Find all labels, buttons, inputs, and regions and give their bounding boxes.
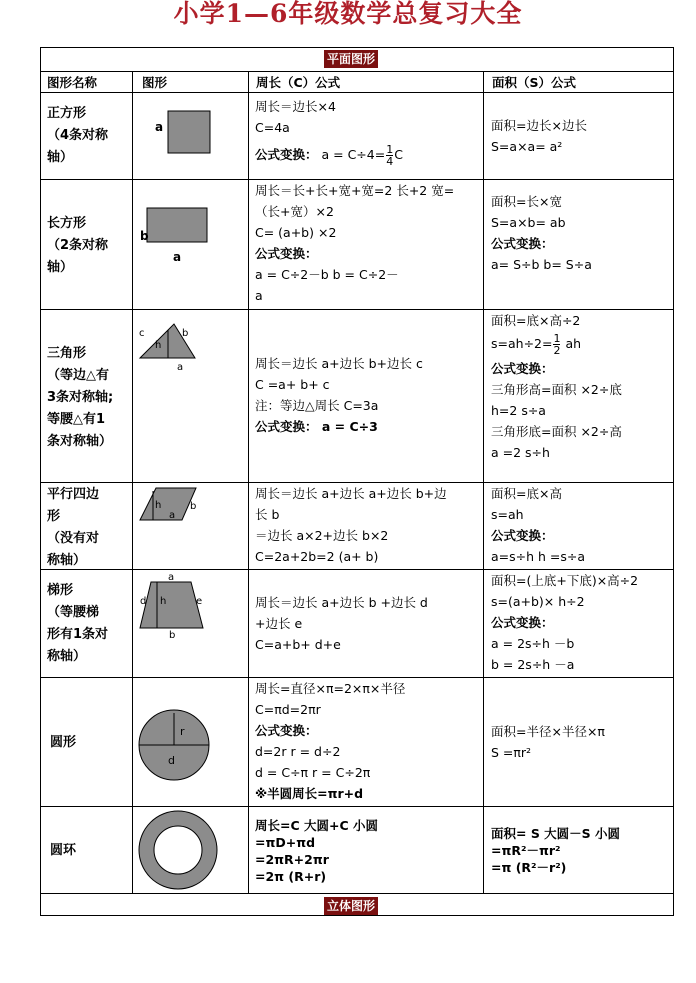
svg-text:e: e [196, 596, 203, 607]
area-circle: 面积=半径×半径×π S =πr² [491, 724, 605, 760]
perimeter-trapezoid: 周长＝边长 a+边长 b +边长 d +边长 e C=a+b+ d+e [255, 595, 428, 652]
square-figure [150, 108, 220, 158]
svg-text:d: d [140, 596, 147, 607]
svg-text:b: b [169, 630, 176, 641]
trapezoid-figure [134, 570, 214, 642]
name-rectangle: 长方形 （2条对称 轴） [47, 216, 109, 275]
area-trapezoid: 面积=(上底+下底)×高÷2 s=(a+b)× h÷2 公式变换： a = 2s÷h －b b = 2s÷h －a [491, 573, 639, 672]
name-circle: 圆形 [50, 735, 77, 750]
section-badge-solid: 立体图形 [324, 897, 378, 915]
perimeter-triangle: 周长＝边长 a+边长 b+边长 c C =a+ b+ c 注：等边△周长 C=3a 公式变换： a = C÷3 [255, 356, 423, 434]
area-parallelogram: 面积=底×高 s=ah 公式变换： a=s÷h h =s÷a [491, 486, 586, 564]
col-divider [483, 71, 484, 893]
col-divider [132, 71, 133, 893]
perimeter-rectangle: 周长＝长+长+宽+宽=2 长+2 宽= （长+宽）×2 C= (a+b) ×2 公式变换： a = C÷2－b b = C÷2－ a [255, 183, 455, 303]
svg-text:b: b [140, 229, 149, 243]
svg-text:r: r [180, 725, 185, 738]
svg-text:b: b [190, 501, 197, 512]
svg-text:b: b [182, 328, 189, 339]
row-divider [41, 92, 674, 93]
header-perimeter: 周长（C）公式 [256, 75, 341, 90]
svg-text:d: d [168, 754, 175, 767]
svg-text:a: a [169, 510, 176, 521]
svg-text:a: a [168, 572, 175, 583]
svg-text:h: h [160, 596, 167, 607]
perimeter-parallelogram: 周长＝边长 a+边长 a+边长 b+边 长 b ＝边长 a×2+边长 b×2 C=2a+2b=2 (a+ b) [255, 486, 447, 564]
svg-text:h: h [155, 500, 162, 511]
name-square: 正方形 （4条对称 轴） [47, 106, 109, 165]
name-ring: 圆环 [50, 843, 77, 858]
name-parallelogram: 平行四边 形 （没有对 称轴） [47, 487, 100, 568]
rectangle-figure [138, 205, 213, 265]
area-ring: 面积= S 大圆－S 小圆 =πR²－πr² =π (R²－r²) [491, 826, 621, 875]
row-divider [41, 893, 674, 894]
col-divider [248, 71, 249, 893]
svg-text:c: c [139, 328, 145, 339]
area-square: 面积=边长×边长 S=a×a= a² [491, 118, 587, 154]
row-divider [41, 806, 674, 807]
svg-text:a: a [177, 362, 184, 373]
header-area: 面积（S）公式 [492, 75, 577, 90]
page-title: 小学1—6年级数学总复习大全 [173, 0, 523, 28]
header-name: 图形名称 [47, 75, 98, 90]
svg-text:h: h [155, 340, 162, 351]
perimeter-circle: 周长=直径×π=2×π×半径 C=πd=2πr 公式变换： d=2r r = d÷2 d = C÷π r = C÷2π ※半圆周长=πr+d [255, 681, 406, 801]
perimeter-square: 周长＝边长×4 C=4a 公式变换： a = C÷4= $\frac{1}{4}$ C [255, 99, 403, 168]
area-rectangle: 面积=长×宽 S=a×b= ab 公式变换： a= S÷b b= S÷a [491, 194, 592, 272]
area-triangle: 面积=底×高÷2 s=ah÷2= $\frac{1}{2}$ ah 公式变换： 三角形高=面积 ×2÷底 h=2 s÷a 三角形底=面积 ×2÷高 a =2 s÷h [491, 313, 622, 460]
section-badge-plane: 平面图形 [324, 50, 378, 68]
parallelogram-figure [136, 486, 208, 526]
svg-text:a: a [173, 250, 182, 264]
triangle-figure [135, 320, 205, 375]
ring-figure [136, 808, 220, 892]
header-figure: 图形 [142, 75, 168, 90]
name-triangle: 三角形 （等边△有 3条对称轴; 等腰△有1 条对称轴） [47, 346, 114, 449]
row-divider [41, 71, 674, 72]
svg-text:a: a [155, 120, 164, 134]
name-trapezoid: 梯形 （等腰梯 形有1条对 称轴） [47, 583, 109, 664]
circle-figure [136, 707, 216, 787]
perimeter-ring: 周长=C 大圆+C 小圆 =πD+πd =2πR+2πr =2π (R+r) [255, 818, 378, 884]
